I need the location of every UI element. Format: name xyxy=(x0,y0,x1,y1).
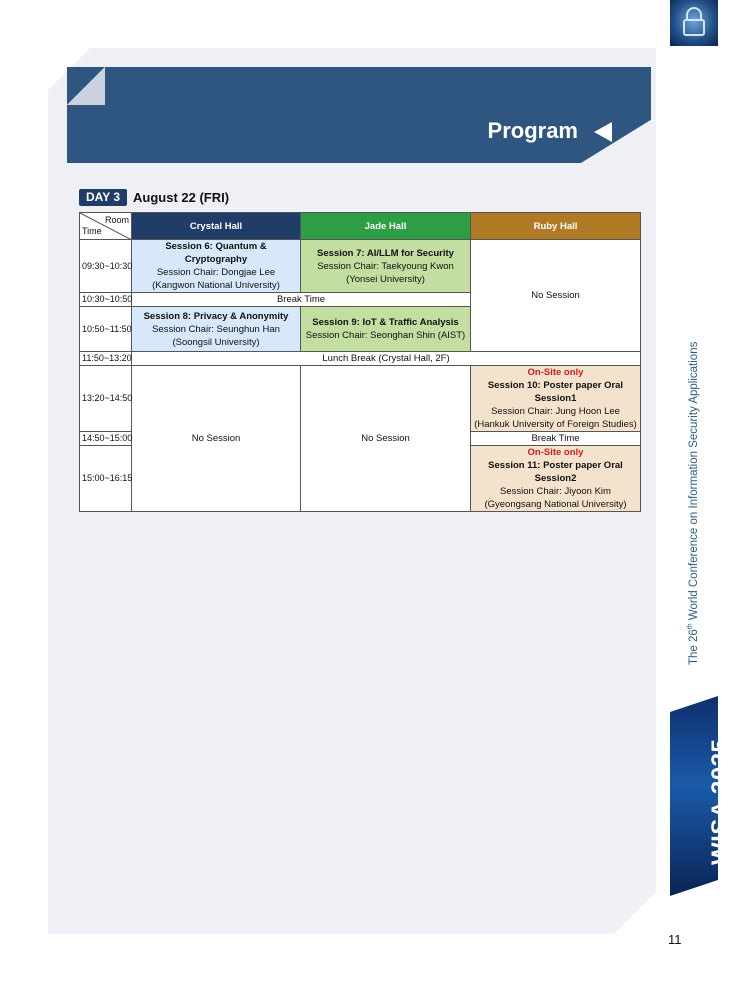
page-number: 11 xyxy=(668,932,682,947)
session-chair: Session Chair: Dongjae Lee xyxy=(156,267,276,278)
schedule-table xyxy=(79,212,641,512)
wisa-logo-text: WISA 2025 xyxy=(707,738,734,865)
table-row xyxy=(80,240,641,293)
room-label: Room xyxy=(104,215,129,225)
panel-corner-cut-bottom xyxy=(614,892,656,934)
time-cell: 10:50~11:50 xyxy=(80,307,132,352)
session-title: Session 10: Poster paper Oral Session1 xyxy=(487,380,624,404)
time-cell: 10:30~10:50 xyxy=(80,293,132,307)
session-title: Session 6: Quantum & Cryptography xyxy=(165,241,267,265)
conference-name-post: World Conference on Information Security Applications xyxy=(687,341,700,624)
time-cell: 13:20~14:50 xyxy=(80,366,132,432)
session-title: Session 9: IoT & Traffic Analysis xyxy=(312,317,459,328)
session-chair: Session Chair: Seonghan Shin (AIST) xyxy=(305,330,466,341)
table-row xyxy=(80,366,641,432)
time-cell: 09:30~10:30 xyxy=(80,240,132,293)
jade-afternoon-cell: No Session xyxy=(301,366,471,512)
session-affiliation: (Yonsei University) xyxy=(346,273,425,285)
session-chair: Session Chair: Jung Hoon Lee xyxy=(491,406,620,417)
day-date: August 22 (FRI) xyxy=(133,190,230,205)
banner-fold xyxy=(67,67,105,105)
program-banner xyxy=(67,67,651,163)
time-label: Time xyxy=(82,226,102,236)
session-10-cell xyxy=(471,366,641,432)
lunch-cell: Lunch Break (Crystal Hall, 2F) xyxy=(132,352,641,366)
table-row xyxy=(80,352,641,366)
session-6-cell xyxy=(132,240,301,293)
session-affiliation: (Kangwon National University) xyxy=(152,280,280,291)
time-cell: 14:50~15:00 xyxy=(80,432,132,446)
cyber-lock-icon xyxy=(670,0,718,46)
onsite-tag: On-Site only xyxy=(527,367,584,378)
time-cell: 15:00~16:15 xyxy=(80,446,132,512)
day-badge: DAY 3 xyxy=(79,189,127,206)
session-8-cell xyxy=(132,307,301,352)
ruby-morning-cell: No Session xyxy=(471,240,641,352)
page-title: Program xyxy=(487,118,578,143)
onsite-tag: On-Site only xyxy=(527,447,584,458)
session-title: Session 8: Privacy & Anonymity xyxy=(143,310,289,322)
conference-name-pre: The 26 xyxy=(687,629,700,665)
break-cell: Break Time xyxy=(471,432,641,446)
corner-cell xyxy=(80,213,132,240)
time-cell: 11:50~13:20 xyxy=(80,352,132,366)
session-affiliation: (Gyeongsang National University) xyxy=(484,499,627,510)
conference-name-sup: th xyxy=(687,623,694,630)
session-affiliation: (Soongsil University) xyxy=(172,336,260,348)
session-7-cell xyxy=(301,240,471,293)
session-11-cell xyxy=(471,446,641,512)
room-header-jade: Jade Hall xyxy=(301,213,471,240)
room-header-ruby: Ruby Hall xyxy=(471,213,641,240)
session-chair: Session Chair: Seunghun Han xyxy=(152,323,280,335)
conference-name xyxy=(687,342,700,665)
room-header-crystal: Crystal Hall xyxy=(132,213,301,240)
crystal-afternoon-cell: No Session xyxy=(132,366,301,512)
session-chair: Session Chair: Taekyoung Kwon xyxy=(317,260,454,272)
session-affiliation: (Hankuk University of Foreign Studies) xyxy=(474,419,637,430)
triangle-left-icon xyxy=(594,122,612,142)
table-header-row xyxy=(80,213,641,240)
session-chair: Session Chair: Jiyoon Kim xyxy=(500,486,611,497)
break-cell: Break Time xyxy=(132,293,471,307)
session-title: Session 7: AI/LLM for Security xyxy=(317,247,454,259)
session-title: Session 11: Poster paper Oral Session2 xyxy=(488,460,623,484)
session-9-cell xyxy=(301,307,471,352)
